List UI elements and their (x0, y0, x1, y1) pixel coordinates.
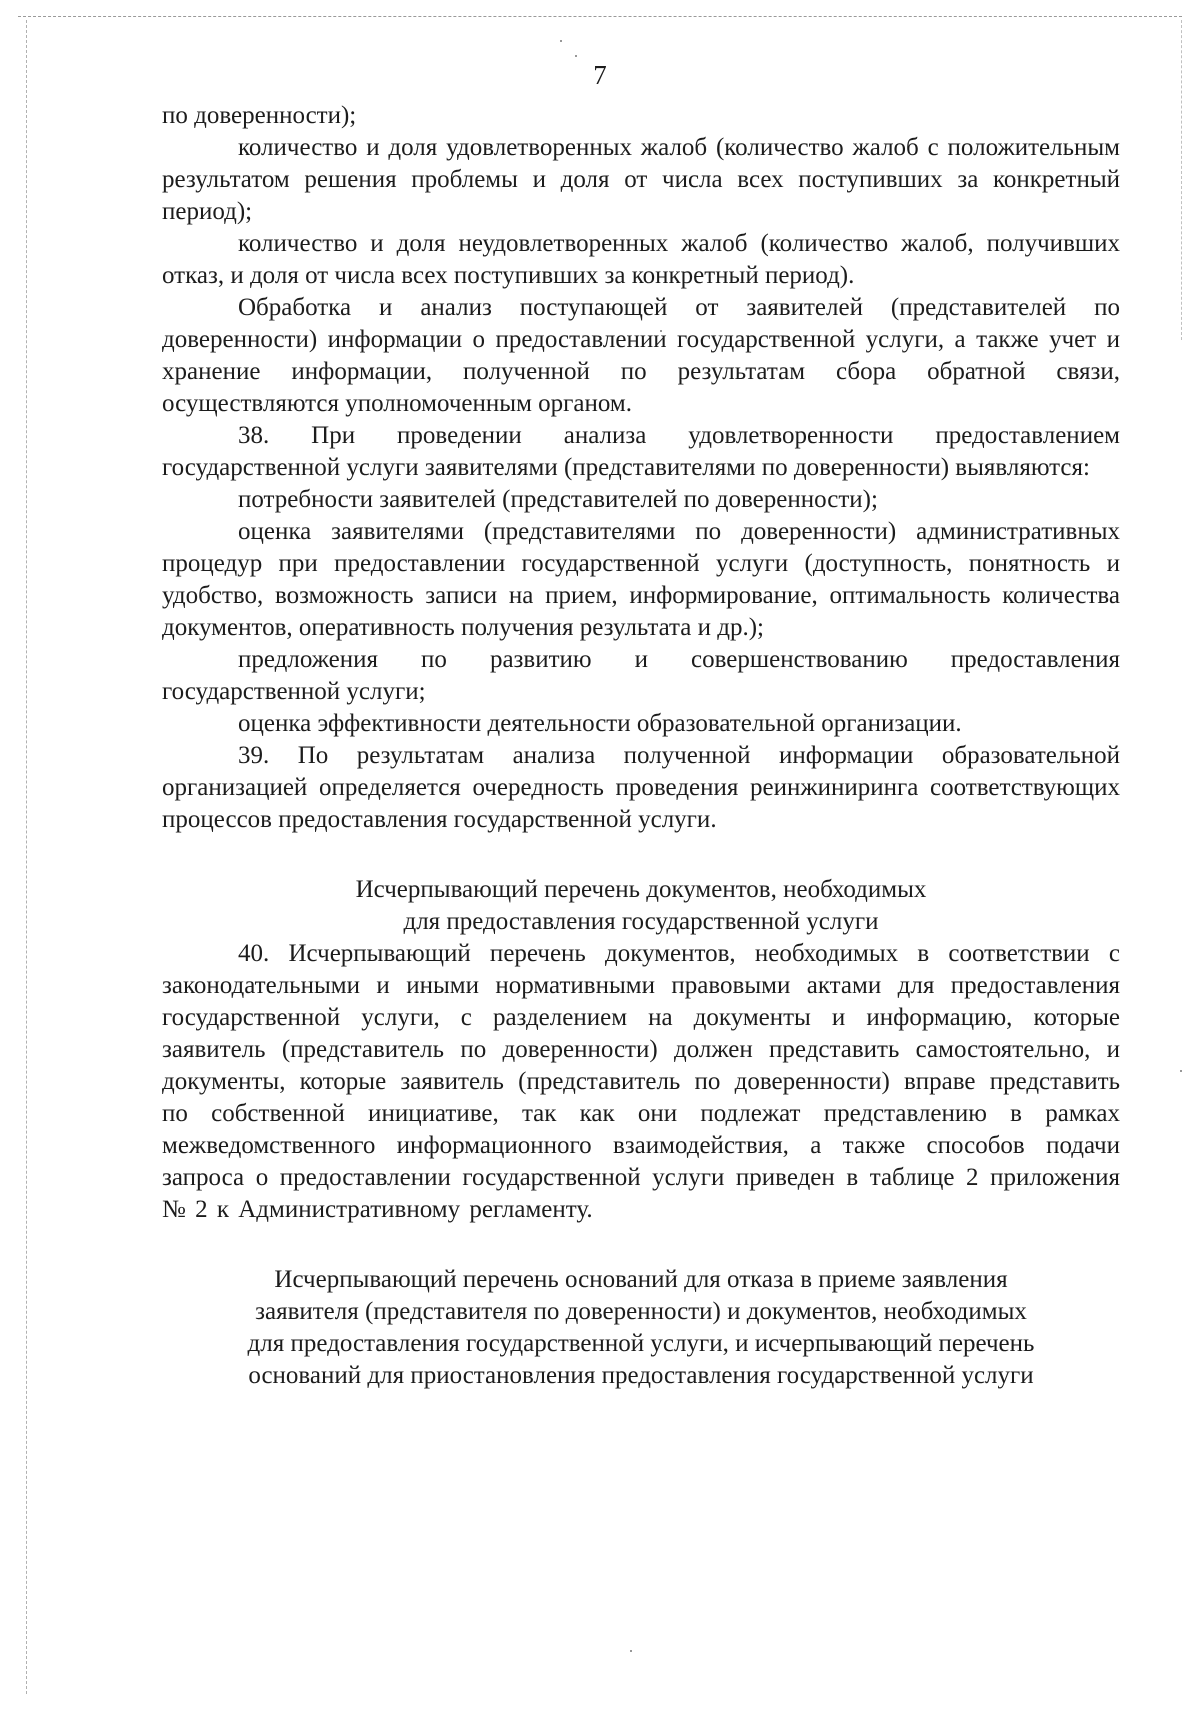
section-heading-line: Исчерпывающий перечень документов, необходимых (355, 876, 927, 903)
scan-speck (575, 55, 577, 57)
paragraph: предложения по развитию и совершенствованию предоставления государственной услуги; (162, 646, 1120, 705)
section-heading-line: Исчерпывающий перечень оснований для отказа в приеме заявления (274, 1266, 1008, 1293)
paragraph: количество и доля удовлетворенных жалоб (количество жалоб с положительным результатом решения проблемы и доля от числа всех поступивших за конкретный период); (162, 134, 1120, 225)
scan-border-left (26, 20, 27, 1694)
paragraph: по доверенности); (162, 102, 357, 129)
scan-speck (1180, 1070, 1182, 1072)
section-heading (162, 874, 1120, 938)
section-heading-line: для предоставления государственной услуги, и исчерпывающий перечень (247, 1330, 1035, 1357)
section-heading-line: оснований для приостановления предоставления государственной услуги (248, 1362, 1034, 1389)
paragraph: 38. При проведении анализа удовлетворенности предоставлением государственной услуги заявителями (представителями по доверенности) выявляются: (162, 422, 1120, 481)
paragraph: 39. По результатам анализа полученной информации образовательной организацией определяется очередность проведения реинжиниринга соответствующих процессов предоставления государственной услуги. (162, 742, 1120, 833)
section-heading-line: для предоставления государственной услуги (403, 908, 879, 935)
paragraph: количество и доля неудовлетворенных жалоб (количество жалоб, получивших отказ, и доля от числа всех поступивших за конкретный период). (162, 230, 1120, 289)
paragraph: Обработка и анализ поступающей от заявителей (представителей по доверенности) информации о предоставлении государственной услуги, а также учет и хранение информации, полученной по результатам сбора обратной связи, осуществляются уполномоченным органом. (162, 294, 1120, 417)
scan-border-top (18, 16, 1182, 17)
page-number: 7 (593, 60, 607, 90)
scan-speck (560, 40, 562, 42)
paragraph: потребности заявителей (представителей по доверенности); (238, 486, 878, 513)
document-body (162, 100, 1120, 1392)
paragraph: оценка эффективности деятельности образовательной организации. (238, 710, 962, 737)
paragraph: оценка заявителями (представителями по доверенности) административных процедур при предоставлении государственной услуги (доступность, понятность и удобство, возможность записи на прием, информирование, оптимальность количества документов, оперативность получения результата и др.); (162, 518, 1120, 641)
section-heading-line: заявителя (представителя по доверенности) и документов, необходимых (255, 1298, 1027, 1325)
section-heading (162, 1264, 1120, 1392)
scan-speck (630, 1650, 632, 1652)
paragraph-40: 40. Исчерпывающий перечень документов, необходимых в соответствии с законодательными и иными нормативными правовыми актами для предоставления государственной услуги, с разделением на документы и информацию, которые заявитель (представитель по доверенности) должен представить самостоятельно, и документы, которые заявитель (представитель по доверенности) вправе представить по собственной инициативе, так как они подлежат представлению в рамках межведомственного информационного взаимодействия, а также способов подачи запроса о предоставлении государственной услуги приведен в таблице 2 приложения № 2 к Административному регламенту. (162, 940, 1120, 1223)
